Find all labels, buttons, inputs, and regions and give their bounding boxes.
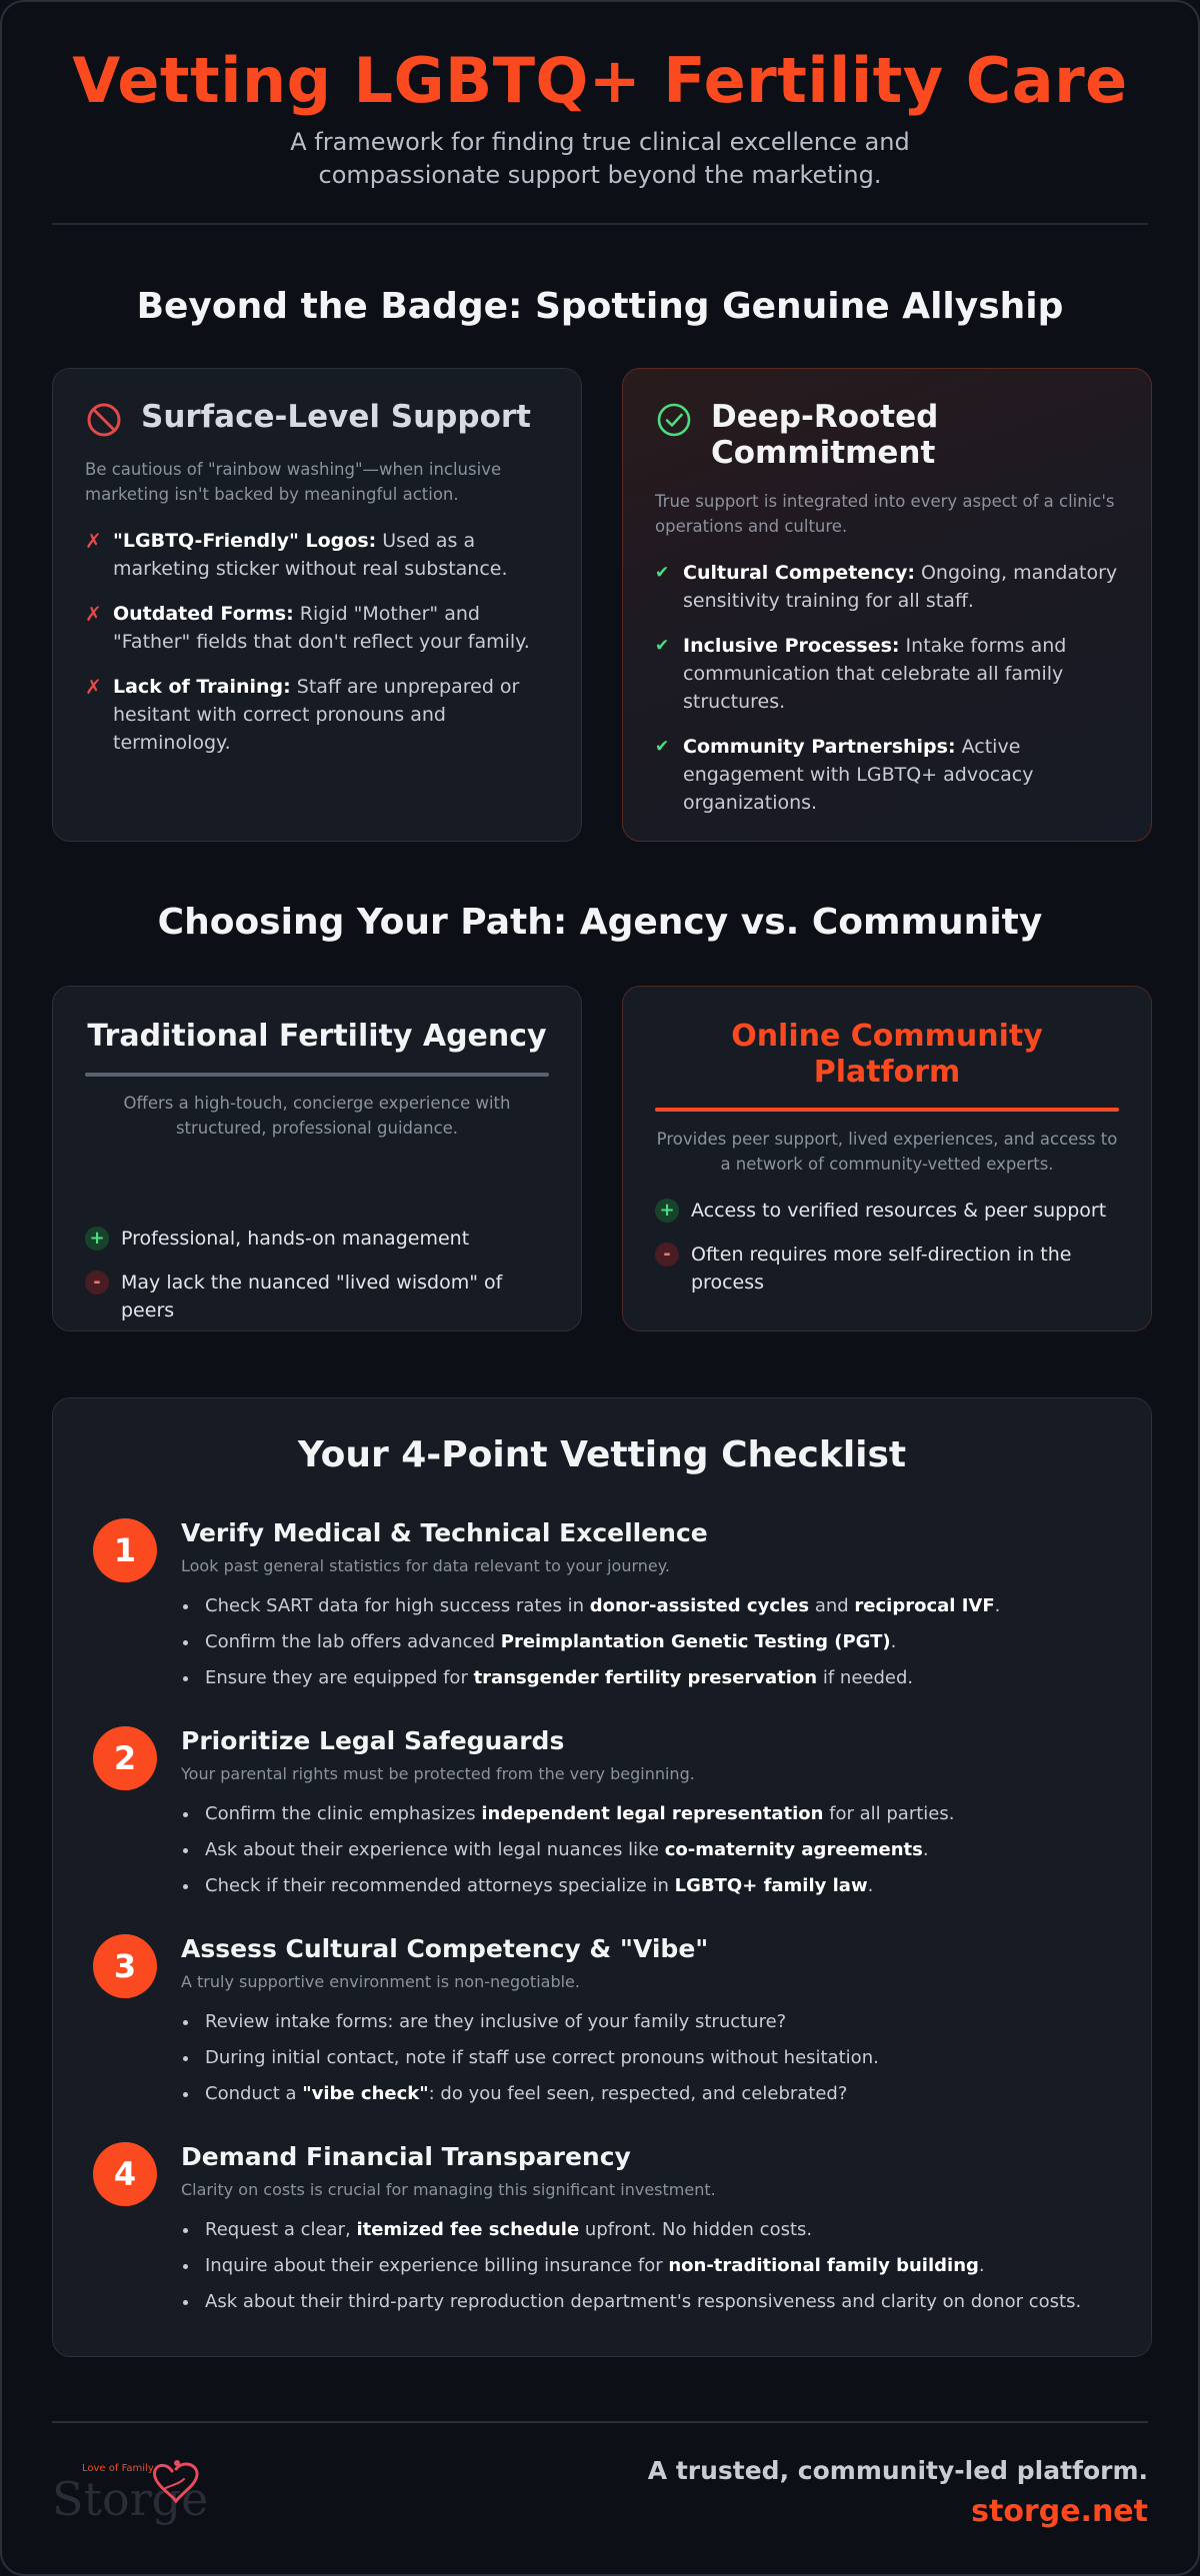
step-list bbox=[205, 1594, 1121, 1702]
list-item: Check SART data for high success rates in donor-assisted cycles and reciprocal IVF. bbox=[205, 1594, 1121, 1618]
x-mark-icon: ✗ bbox=[85, 675, 102, 699]
plus-icon: + bbox=[655, 1199, 679, 1223]
agency-pro-text: Professional, hands-on management bbox=[121, 1228, 470, 1250]
surface-support-list bbox=[85, 527, 551, 774]
check-circle-icon bbox=[655, 401, 693, 439]
path-section-title: Choosing Your Path: Agency vs. Community bbox=[157, 902, 1043, 943]
check-mark-icon: ✔ bbox=[655, 737, 670, 757]
community-pro bbox=[655, 1197, 1131, 1225]
community-con bbox=[655, 1241, 1091, 1296]
community-card bbox=[622, 986, 1152, 1331]
logo-wordmark: Storge bbox=[52, 2472, 209, 2526]
list-item: Ask about their third-party reproduction department's responsiveness and clarity on donor costs. bbox=[205, 2290, 1121, 2314]
list-item: Ensure they are equipped for transgender fertility preservation if needed. bbox=[205, 1666, 1121, 1690]
agency-pro bbox=[85, 1225, 561, 1253]
list-item: Ask about their experience with legal nuances like co-maternity agreements. bbox=[205, 1838, 1121, 1862]
list-item bbox=[85, 527, 551, 583]
agency-title: Traditional Fertility Agency bbox=[87, 1019, 547, 1054]
list-item: Review intake forms: are they inclusive of your family structure? bbox=[205, 2010, 1121, 2034]
list-item bbox=[85, 673, 551, 757]
surface-support-header bbox=[85, 399, 557, 439]
list-item bbox=[655, 733, 1121, 817]
list-item: Confirm the clinic emphasizes independent legal representation for all parties. bbox=[205, 1802, 1121, 1826]
list-item: Conduct a "vibe check": do you feel seen, respected, and celebrated? bbox=[205, 2082, 1121, 2106]
agency-con bbox=[85, 1269, 561, 1324]
list-item bbox=[85, 600, 551, 656]
step-subtitle: Your parental rights must be protected from the very beginning. bbox=[181, 1764, 695, 1783]
step-number-badge: 4 bbox=[93, 2142, 157, 2206]
item-text: Intake forms and communication that celebrate all family structures. bbox=[683, 635, 1067, 713]
item-text: Staff are unprepared or hesitant with correct pronouns and terminology. bbox=[113, 676, 520, 754]
community-divider bbox=[655, 1108, 1119, 1112]
community-description: Provides peer support, lived experiences, and access to a network of community-vetted experts. bbox=[656, 1130, 1118, 1174]
list-item bbox=[655, 559, 1121, 615]
check-mark-icon: ✔ bbox=[655, 563, 670, 583]
list-item: During initial contact, note if staff use correct pronouns without hesitation. bbox=[205, 2046, 1121, 2070]
list-item: Inquire about their experience billing insurance for non-traditional family building. bbox=[205, 2254, 1121, 2278]
item-text: Used as a marketing sticker without real substance. bbox=[113, 530, 508, 580]
community-con-text: Often requires more self-direction in the process bbox=[691, 1244, 1072, 1293]
item-label: Cultural Competency: bbox=[683, 562, 915, 584]
item-text: Active engagement with LGBTQ+ advocacy organizations. bbox=[683, 736, 1034, 814]
checklist-card bbox=[52, 1397, 1152, 2357]
step-subtitle: Look past general statistics for data relevant to your journey. bbox=[181, 1556, 671, 1575]
step-number-badge: 2 bbox=[93, 1726, 157, 1790]
community-title: Online Community Platform bbox=[731, 1019, 1043, 1090]
step-number-badge: 1 bbox=[93, 1518, 157, 1582]
item-label: Inclusive Processes: bbox=[683, 635, 900, 657]
checklist-title: Your 4-Point Vetting Checklist bbox=[297, 1434, 907, 1475]
community-pro-text: Access to verified resources & peer support bbox=[691, 1200, 1107, 1222]
footer-tagline: A trusted, community-led platform. bbox=[647, 2456, 1148, 2485]
page-subtitle: A framework for finding true clinical excellence and compassionate support beyond the marketing. bbox=[290, 128, 910, 189]
item-label: Outdated Forms: bbox=[113, 603, 294, 625]
agency-description: Offers a high-touch, concierge experience with structured, professional guidance. bbox=[123, 1094, 511, 1138]
list-item: Check if their recommended attorneys specialize in LGBTQ+ family law. bbox=[205, 1874, 1121, 1898]
footer-url-link[interactable]: storge.net bbox=[971, 2494, 1148, 2529]
step-subtitle: Clarity on costs is crucial for managing this significant investment. bbox=[181, 2180, 716, 2199]
list-item: Request a clear, itemized fee schedule upfront. No hidden costs. bbox=[205, 2218, 1121, 2242]
minus-icon: - bbox=[85, 1271, 109, 1294]
deep-commitment-header bbox=[655, 399, 1127, 471]
surface-support-title: Surface-Level Support bbox=[141, 399, 531, 435]
deep-commitment-title: Deep-Rooted Commitment bbox=[711, 399, 939, 471]
logo-tagline: Love of Family bbox=[82, 2463, 154, 2474]
step-list bbox=[205, 2218, 1121, 2326]
item-label: Community Partnerships: bbox=[683, 736, 956, 758]
step-list bbox=[205, 1802, 1121, 1910]
surface-support-card bbox=[52, 368, 582, 842]
allyship-section-title: Beyond the Badge: Spotting Genuine Allyship bbox=[136, 286, 1064, 327]
agency-con-text: May lack the nuanced "lived wisdom" of peers bbox=[121, 1272, 503, 1321]
surface-support-description: Be cautious of "rainbow washing"—when inclusive marketing isn't backed by meaningful action. bbox=[85, 460, 502, 504]
minus-icon: - bbox=[655, 1243, 679, 1267]
step-heading: Prioritize Legal Safeguards bbox=[181, 1726, 565, 1755]
step-heading: Verify Medical & Technical Excellence bbox=[181, 1518, 708, 1547]
agency-divider bbox=[85, 1073, 549, 1077]
step-subtitle: A truly supportive environment is non-negotiable. bbox=[181, 1972, 580, 1991]
agency-card bbox=[52, 986, 582, 1331]
step-heading: Assess Cultural Competency & "Vibe" bbox=[181, 1934, 709, 1963]
plus-icon: + bbox=[85, 1227, 109, 1251]
step-list bbox=[205, 2010, 1121, 2118]
step-number-badge: 3 bbox=[93, 1934, 157, 1998]
header-divider bbox=[52, 223, 1148, 225]
list-item bbox=[655, 632, 1121, 716]
no-entry-icon bbox=[85, 401, 123, 439]
storge-logo[interactable] bbox=[52, 2449, 222, 2529]
deep-commitment-card bbox=[622, 368, 1152, 842]
footer-divider bbox=[52, 2421, 1148, 2423]
x-mark-icon: ✗ bbox=[85, 529, 102, 553]
deep-commitment-list bbox=[655, 559, 1121, 834]
item-text: Rigid "Mother" and "Father" fields that don't reflect your family. bbox=[113, 603, 530, 653]
item-label: Lack of Training: bbox=[113, 676, 291, 698]
item-text: Ongoing, mandatory sensitivity training for all staff. bbox=[683, 562, 1118, 612]
item-label: "LGBTQ-Friendly" Logos: bbox=[113, 530, 377, 552]
check-mark-icon: ✔ bbox=[655, 636, 670, 656]
list-item: Confirm the lab offers advanced Preimplantation Genetic Testing (PGT). bbox=[205, 1630, 1121, 1654]
page-title: Vetting LGBTQ+ Fertility Care bbox=[72, 44, 1128, 117]
figure-head-icon bbox=[174, 2460, 180, 2466]
step-heading: Demand Financial Transparency bbox=[181, 2142, 631, 2171]
deep-commitment-description: True support is integrated into every aspect of a clinic's operations and culture. bbox=[655, 492, 1115, 536]
x-mark-icon: ✗ bbox=[85, 602, 102, 626]
